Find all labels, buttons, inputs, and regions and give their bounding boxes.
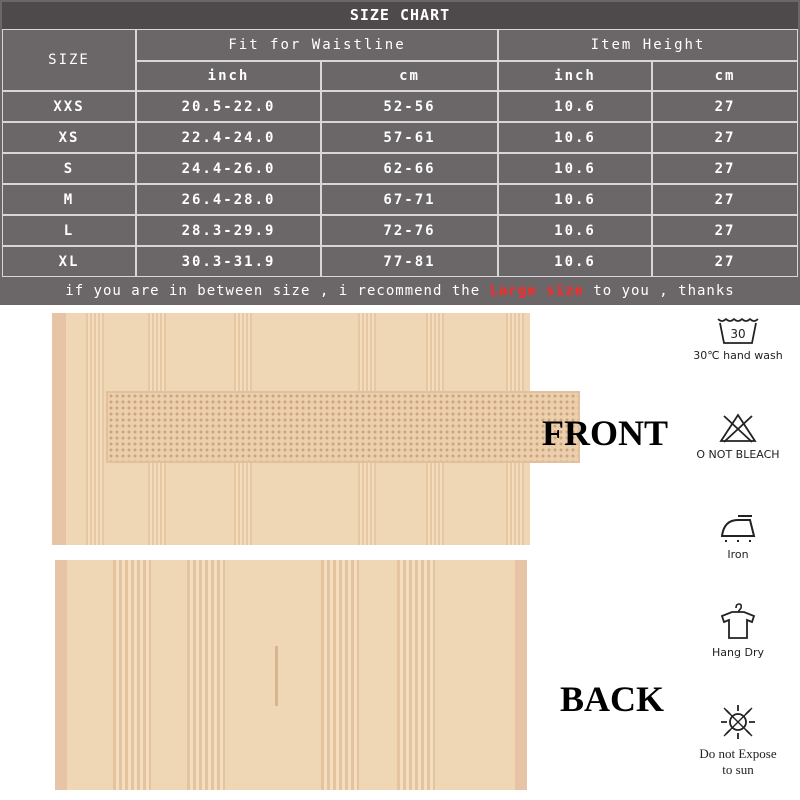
size-chart-title: SIZE CHART [2,2,798,29]
no-sun-icon [718,702,758,742]
waistline-group-header: Fit for Waistline [136,29,498,61]
size-column-header: SIZE [2,29,136,91]
note-text-start: if you are in between size , i recommend the [65,283,490,299]
waist-inch-cell: 20.5-22.0 [136,91,321,122]
height-inch-cell: 10.6 [498,184,652,215]
note-highlight: Large size [489,283,584,299]
height-cm-cell: 27 [652,215,798,246]
size-recommendation-note [2,277,798,305]
no-bleach-icon [718,412,758,444]
size-cell: S [2,153,136,184]
waist-cm-cell: 62-66 [321,153,498,184]
waist-inch-cell: 26.4-28.0 [136,184,321,215]
care-iron [688,512,788,561]
no-bleach-label: O NOT BLEACH [696,448,780,461]
back-belt-image [55,560,527,790]
waist-inch-header: inch [136,61,321,91]
front-belt-image [52,313,530,545]
care-wash [688,315,788,362]
height-cm-cell: 27 [652,122,798,153]
size-cell: XL [2,246,136,277]
waist-inch-cell: 30.3-31.9 [136,246,321,277]
waist-cm-header: cm [321,61,498,91]
hang-dry-label: Hang Dry [712,646,764,659]
wash-30-icon [716,315,760,345]
waist-inch-cell: 24.4-26.0 [136,153,321,184]
iron-icon [716,512,760,544]
height-inch-cell: 10.6 [498,215,652,246]
size-chart-table [0,0,800,305]
size-cell: M [2,184,136,215]
height-cm-cell: 27 [652,246,798,277]
size-cell: XXS [2,91,136,122]
size-cell: L [2,215,136,246]
iron-label: Iron [727,548,749,561]
hang-dry-icon [718,602,758,642]
height-cm-header: cm [652,61,798,91]
care-no-sun [688,702,788,778]
height-inch-cell: 10.6 [498,153,652,184]
back-seam [275,646,278,706]
waist-cm-cell: 72-76 [321,215,498,246]
height-cm-cell: 27 [652,184,798,215]
back-label: BACK [560,679,665,719]
height-cm-cell: 27 [652,153,798,184]
waist-inch-cell: 22.4-24.0 [136,122,321,153]
height-inch-cell: 10.6 [498,91,652,122]
wash-label: 30℃ hand wash [693,349,783,362]
mesh-panel [106,391,580,463]
waist-cm-cell: 77-81 [321,246,498,277]
front-label: FRONT [542,413,668,453]
no-sun-label: Do not Expose to sun [699,746,777,777]
waist-cm-cell: 57-61 [321,122,498,153]
height-inch-cell: 10.6 [498,246,652,277]
waist-cm-cell: 52-56 [321,91,498,122]
wash-temperature: 30 [730,327,746,341]
care-hang-dry [688,602,788,659]
waist-inch-cell: 28.3-29.9 [136,215,321,246]
waist-cm-cell: 67-71 [321,184,498,215]
size-cell: XS [2,122,136,153]
height-cm-cell: 27 [652,91,798,122]
height-inch-header: inch [498,61,652,91]
height-inch-cell: 10.6 [498,122,652,153]
note-text-end: to you , thanks [583,283,735,299]
care-no-bleach [688,412,788,461]
height-group-header: Item Height [498,29,798,61]
